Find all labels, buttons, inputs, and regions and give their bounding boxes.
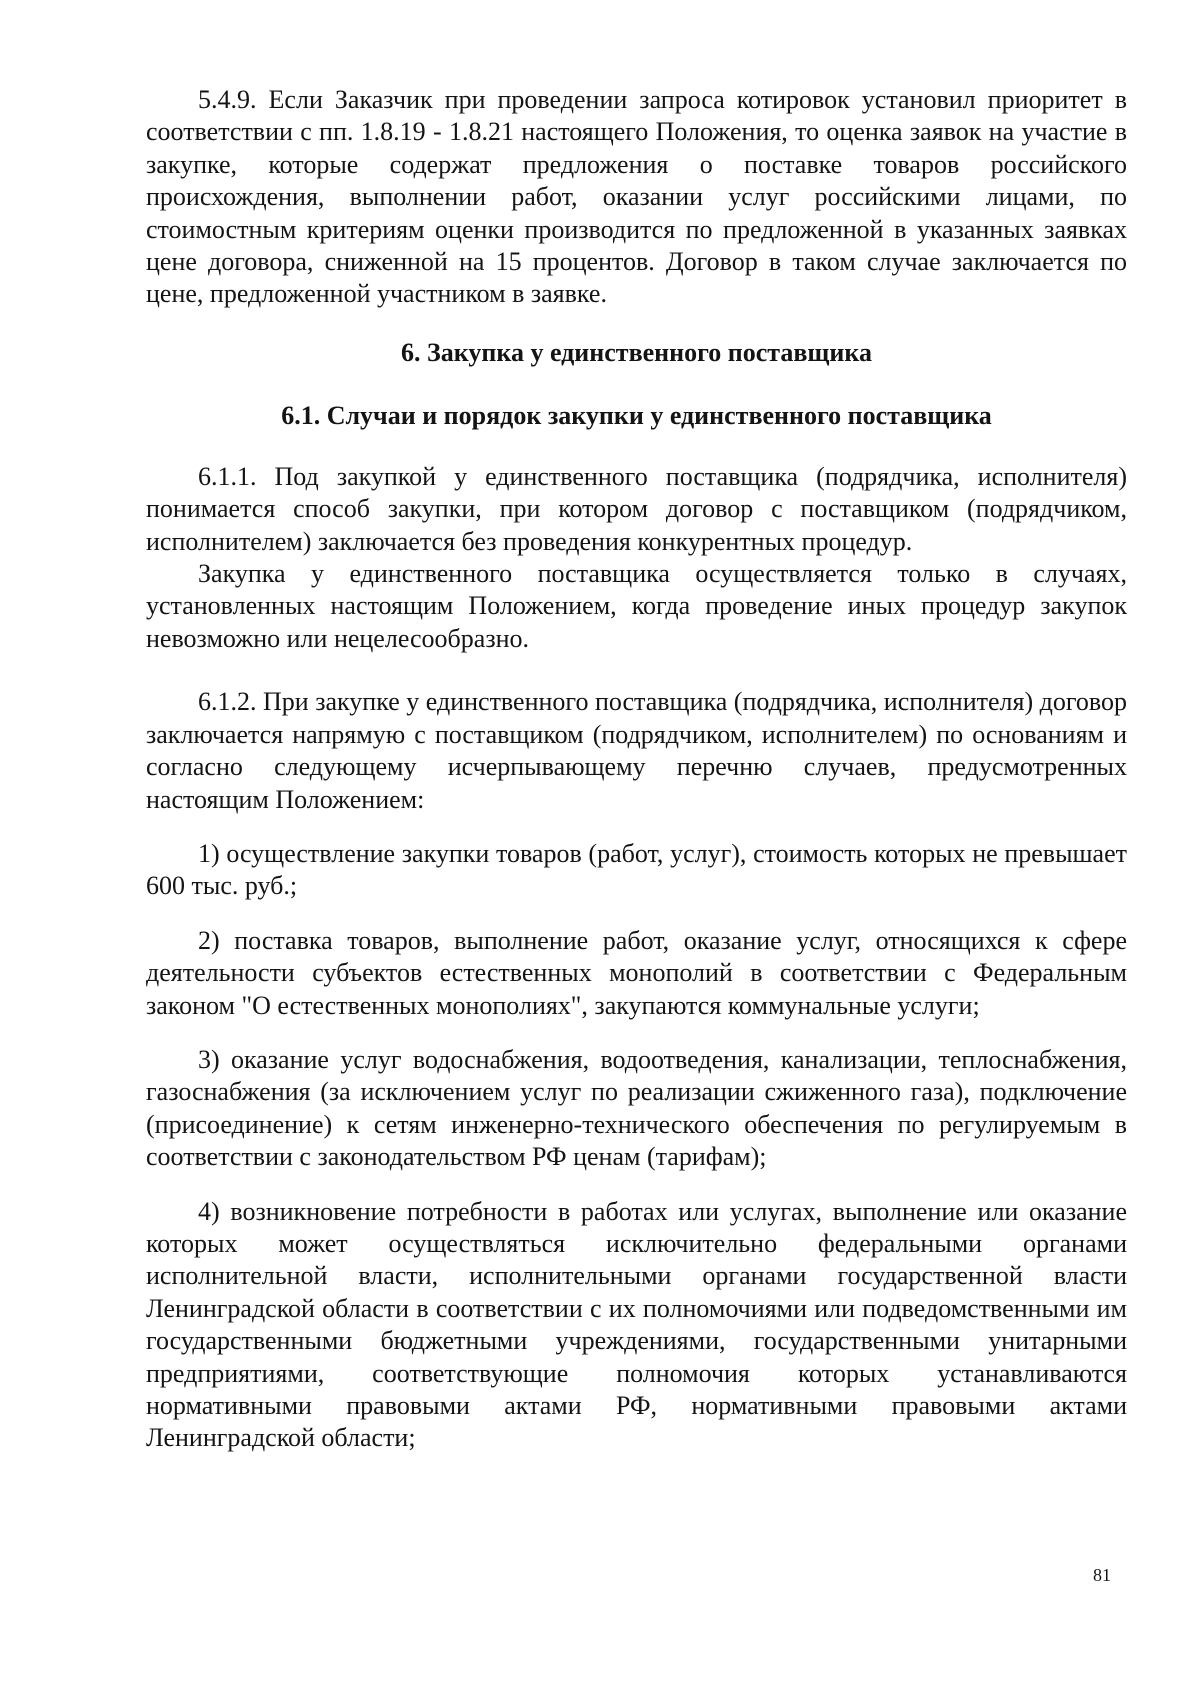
paragraph-6-1-2: 6.1.2. При закупке у единственного поставщика (подрядчика, исполнителя) договор заключается напрямую с поставщиком (подрядчиком, исполнителем) по основаниям и согласно следующему исчерпывающему перечню случаев, предусмотренных настоящим Положением:	[146, 687, 1127, 814]
list-item: 4) возникновение потребности в работах или услугах, выполнение или оказание которых может осуществляться исключительно федеральными органами исполнительной власти, исполнительными органами государственной власти Ленинградской области в соответствии с их полномочиями или подведомственными им государственными бюджетными учреждениями, государственными унитарными предприятиями, соответствующие полномочия которых устанавливаются нормативными правовыми актами РФ, нормативными правовыми актами Ленинградской области;	[146, 1196, 1127, 1453]
paragraph-6-1-1-continued: Закупка у единственного поставщика осуществляется только в случаях, установленных настоящим Положением, когда проведение иных процедур закупок невозможно или нецелесообразно.	[146, 559, 1127, 653]
paragraph-6-1-1: 6.1.1. Под закупкой у единственного поставщика (подрядчика, исполнителя) понимается способ закупки, при котором договор с поставщиком (подрядчиком, исполнителем) заключается без проведения конкурентных процедур.	[146, 461, 1127, 556]
section-6-1-heading: 6.1. Случаи и порядок закупки у единственного поставщика	[281, 400, 992, 430]
document-page	[146, 84, 1127, 1455]
list-item: 3) оказание услуг водоснабжения, водоотведения, канализации, теплоснабжения, газоснабжения (за исключением услуг по реализации сжиженного газа), подключение (присоединение) к сетям инженерно-технического обеспечения по регулируемым в соответствии с законодательством РФ ценам (тарифам);	[146, 1044, 1127, 1172]
paragraph-5-4-9: 5.4.9. Если Заказчик при проведении запроса котировок установил приоритет в соответствии с пп. 1.8.19 - 1.8.21 настоящего Положения, то оценка заявок на участие в закупке, которые содержат предложения о поставке товаров российского происхождения, выполнении работ, оказании услуг российскими лицами, по стоимостным критериям оценки производится по предложенной в указанных заявках цене договора, сниженной на 15 процентов. Договор в таком случае заключается по цене, предложенной участником в заявке.	[146, 85, 1127, 309]
section-6-heading: 6. Закупка у единственного поставщика	[401, 337, 872, 367]
list-item: 2) поставка товаров, выполнение работ, оказание услуг, относящихся к сфере деятельности субъектов естественных монополий в соответствии с Федеральным законом "О естественных монополиях", закупаются коммунальные услуги;	[146, 925, 1127, 1020]
list-item: 1) осуществление закупки товаров (работ, услуг), стоимость которых не превышает 600 тыс. руб.;	[146, 838, 1127, 901]
page-number: 81	[1093, 1565, 1111, 1585]
